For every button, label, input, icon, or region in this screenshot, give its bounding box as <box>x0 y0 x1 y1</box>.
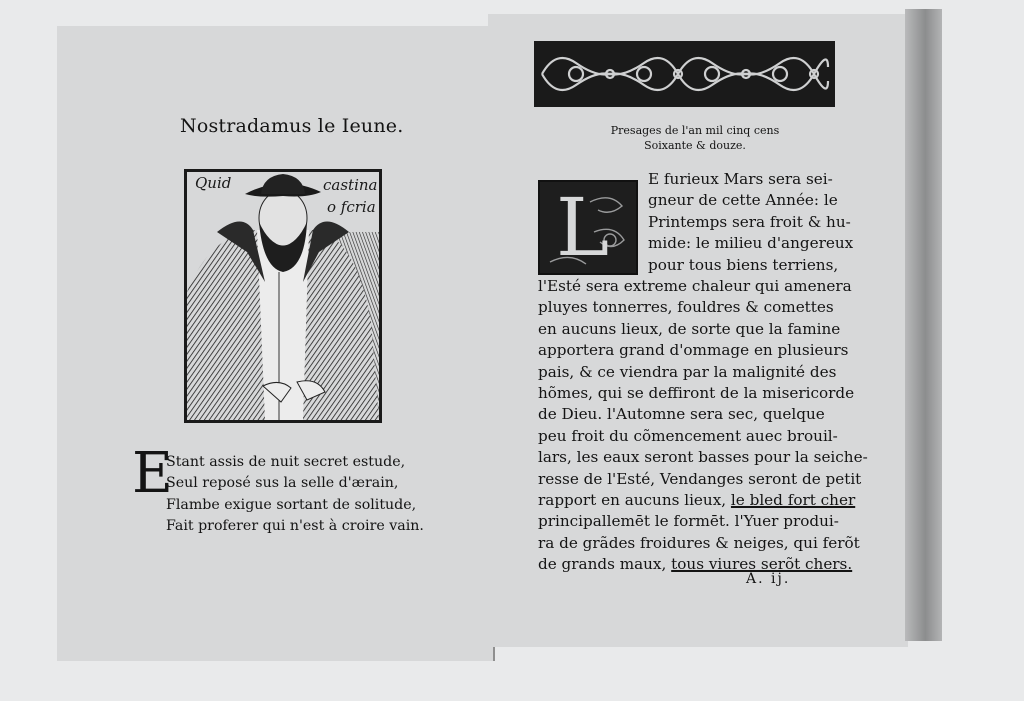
book-edge <box>905 9 942 641</box>
line-segment: resse de l'Esté, Vendanges seront de petit <box>538 469 862 488</box>
line-segment: E furieux Mars sera sei- <box>648 170 833 188</box>
drop-cap-letter: L <box>556 181 610 274</box>
body-line <box>538 448 868 466</box>
ornament-pattern <box>536 43 833 105</box>
line-segment: apportera grand d'ommage en plusieurs <box>538 341 849 360</box>
verse-line: Flambe exigue sortant de solitude, <box>166 496 417 513</box>
body-line <box>538 405 825 423</box>
page-title: Nostradamus le Ieune. <box>180 115 404 137</box>
line-segment: lars, les eaux seront basses pour la seiche- <box>538 448 868 467</box>
verse-line: Fait proferer qui n'est à croire vain. <box>166 518 424 535</box>
prophecy-heading <box>560 124 830 153</box>
body-line <box>538 277 852 295</box>
line-segment: en aucuns lieux, de sorte que la famine <box>538 319 841 338</box>
line-segment: pais, & ce viendra par la malignité des <box>538 362 837 381</box>
body-line <box>538 491 855 509</box>
body-line <box>538 363 836 381</box>
line-segment: pluyes tonnerres, fouldres & comettes <box>538 298 834 317</box>
portrait-woodcut <box>184 169 382 423</box>
verse-line: Stant assis de nuit secret estude, <box>166 454 406 470</box>
line-segment: rapport en aucuns lieux, <box>538 491 731 509</box>
motto-text: Quid <box>195 174 232 192</box>
verse <box>166 452 424 538</box>
body-line <box>538 534 860 552</box>
body-line <box>648 213 851 231</box>
motto-text: o fcria <box>327 198 376 216</box>
body-line <box>538 384 854 402</box>
body-line <box>538 298 834 316</box>
signature-mark: A. ij. <box>746 571 791 587</box>
body-line <box>648 191 838 209</box>
body-line <box>648 256 838 274</box>
heading-line: Soixante & douze. <box>644 138 746 152</box>
line-segment: gneur de cette Année: le <box>648 191 838 210</box>
decorative-header-band <box>534 41 835 107</box>
line-segment: de Dieu. l'Automne sera sec, quelque <box>538 405 825 424</box>
line-segment: l'Esté sera extreme chaleur qui amenera <box>538 277 852 295</box>
line-segment: Printemps sera froit & hu- <box>648 212 851 231</box>
verse-line: Seul reposé sus la selle d'ærain, <box>166 475 399 492</box>
body-line <box>648 170 833 188</box>
underlined-phrase: tous viures serõt chers. <box>671 555 853 574</box>
motto-text: castina <box>323 176 378 194</box>
body-line <box>538 512 839 530</box>
line-segment: ra de grãdes froidures & neiges, qui ferõt <box>538 533 860 552</box>
heading-line: Presages de l'an mil cinq cens <box>610 124 780 137</box>
line-segment: hõmes, qui se deffiront de la misericorde <box>538 384 855 402</box>
body-line <box>538 555 852 573</box>
verse-initial: E <box>132 441 173 506</box>
decorated-drop-cap <box>538 180 638 275</box>
line-segment: principallemēt le formēt. l'Yuer produi- <box>538 512 839 531</box>
body-line <box>538 470 861 488</box>
line-segment: de grands maux, <box>538 555 672 574</box>
body-line <box>538 341 848 359</box>
line-segment: pour tous biens terriens, <box>648 255 839 274</box>
line-segment: peu froit du cõmencement auec brouil- <box>538 426 838 445</box>
body-line <box>648 234 853 252</box>
body-line <box>538 320 840 338</box>
line-segment: mide: le milieu d'angereux <box>648 234 854 253</box>
underlined-phrase: le bled fort cher <box>730 491 856 509</box>
body-line <box>538 427 838 445</box>
